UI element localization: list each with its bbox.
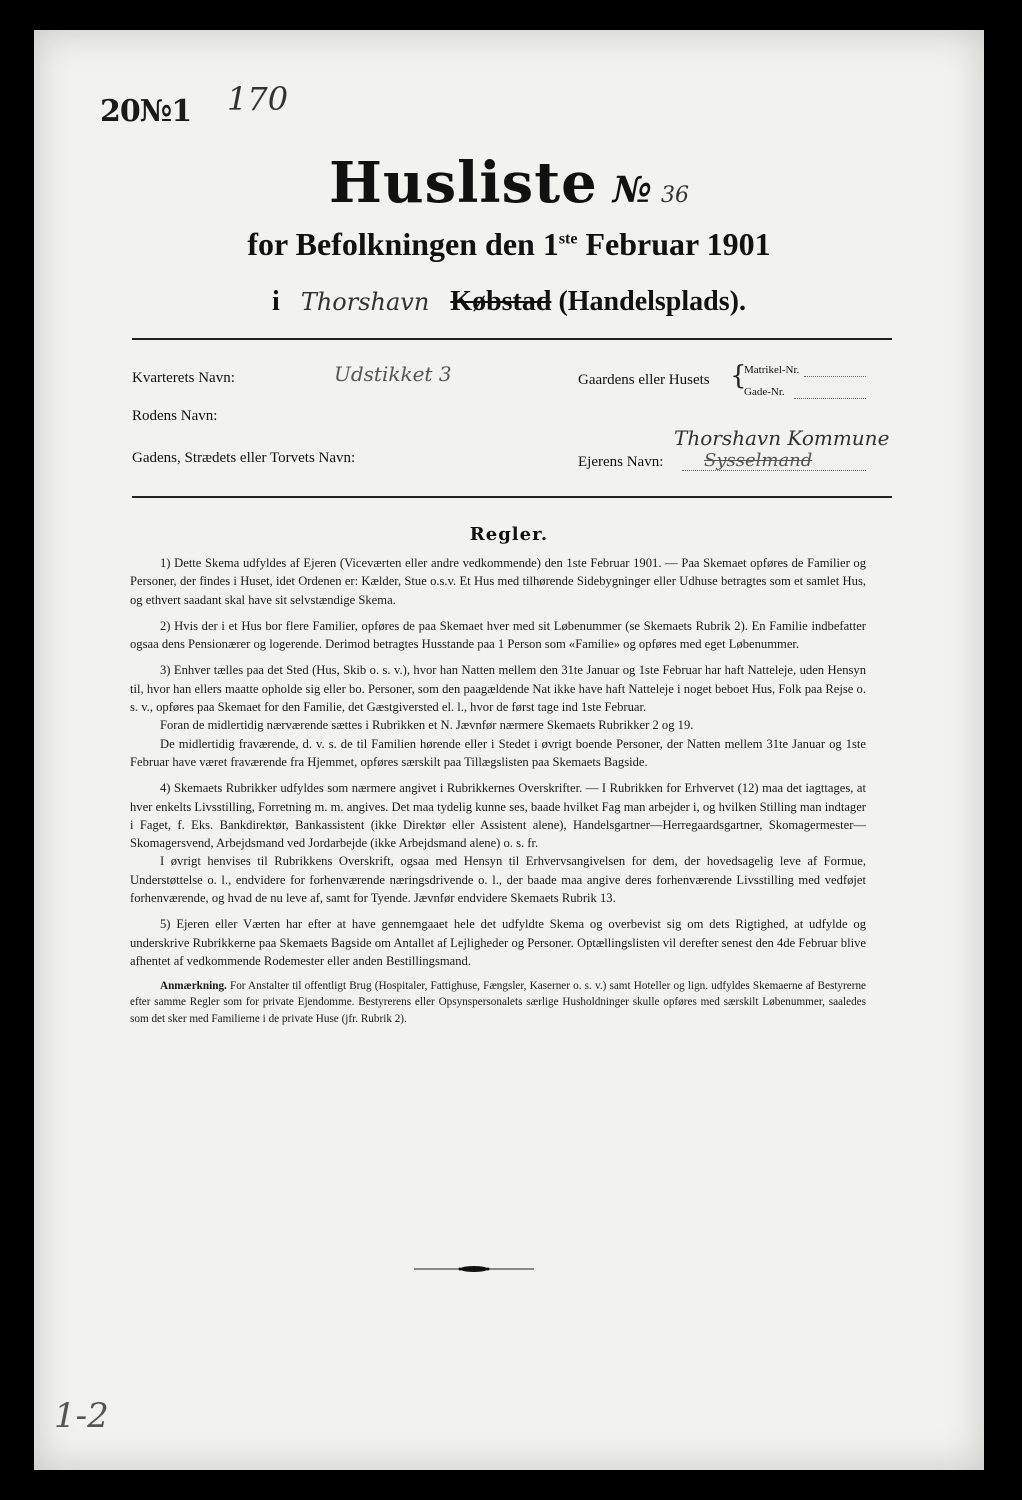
subtitle-date-sup: ste bbox=[558, 230, 578, 248]
gade-nr-label: Gade-Nr. bbox=[744, 386, 785, 398]
gaard-label: Gaardens eller Husets bbox=[578, 372, 710, 388]
subtitle-date-a: for Befolkningen den 1 bbox=[247, 226, 559, 262]
rule-2: 2) Hvis der i et Hus bor flere Familier, opføres de paa Skemaet hver med sit Løbenummer (se Skemaets Rubrik 2). En Familie indbefatter ogsaa dens Pensionærer og logerende. Derimod betragtes Husstande paa 1 Person som «Familie» og opføres med eget Løbenummer. bbox=[130, 618, 866, 652]
subtitle-place-handwritten: Thorshavn bbox=[300, 288, 430, 316]
title-number-label: № bbox=[612, 169, 652, 211]
matrikel-label: Matrikel-Nr. bbox=[744, 364, 800, 376]
subtitle-place-suffix: (Handelsplads). bbox=[558, 286, 746, 317]
subtitle-place bbox=[34, 286, 984, 318]
note-text: For Anstalter til offentligt Brug (Hospitaler, Fattighuse, Fængsler, Kaserner o. s. v.) samt Hoteller og lign. udfyldes Skemaerne af Bestyrerne efter samme Regler som for private Ejendomme. Bestyrerens eller Opsynspersonalets særlige Husholdninger skulle opføres med særskilt Løbenummer, saaledes som det sker med Familierne i de private Huse (jfr. Rubrik 2). bbox=[130, 980, 866, 1025]
kvarter-label: Kvarterets Navn: bbox=[132, 370, 235, 386]
title-main: Husliste bbox=[328, 150, 598, 216]
rule-3: 3) Enhver tælles paa det Sted (Hus, Skib o. s. v.), hvor han Natten mellem den 31te Januar og 1ste Februar har haft Natteleje, uden Hensyn til, hvor han ellers maatte opholde sig eller bo. Personer, som den paagældende Nat ikke have haft Natteleje i noget beboet Hus, Folk paa Rejse o. s. v., opføres paa Skemaet for den Familie, det Gæstgiversted el. l., hvor de først tage ind 1ste Februar. bbox=[130, 663, 866, 715]
rule-3b: Foran de midlertidig nærværende sættes i Rubrikken et N. Jævnfør nærmere Skemaets Rubrikker 2 og 19. bbox=[160, 718, 694, 733]
rule-5: 5) Ejeren eller Værten har efter at have gennemgaaet hele det udfyldte Skema og overbevist sig om dets Rigtighed, at udfylde og underskrive Rubrikkerne paa Skemaets Bagside om Antallet af Lejligheder og Personer. Optællingslisten vil derefter senest den 4de Februar blive afhentet af vedkommende Rodemester eller anden Bestillingsmand. bbox=[130, 917, 866, 968]
ejer-value-handwritten: Thorshavn Kommune bbox=[674, 426, 890, 450]
matrikel-line bbox=[804, 376, 866, 377]
form-title bbox=[34, 150, 984, 216]
ejer-value-struck: Sysselmand bbox=[704, 450, 813, 471]
regler-title: Regler. bbox=[469, 524, 549, 545]
census-form-page bbox=[34, 30, 984, 1470]
archive-stamp: 20№1 bbox=[100, 94, 192, 129]
roden-label: Rodens Navn: bbox=[132, 408, 218, 424]
ejer-label: Ejerens Navn: bbox=[578, 454, 664, 470]
ejer-line bbox=[682, 470, 866, 471]
rule-4b: I øvrigt henvises til Rubrikkens Overskrift, ogsaa med Hensyn til Erhvervsangivelsen for dem, der hovedsagelig leve af Formue, Understøttelse o. l., endvidere for forhenværende næringsdrivende o. l., der baade maa angive deres forhenværende Livsstilling med vedføjet forhenværende, og hvad de nu leve af, samt for Tyende. Jævnfør endvidere Skemaets Rubrik 13. bbox=[130, 854, 866, 906]
header-divider bbox=[132, 338, 892, 340]
brace-icon: { bbox=[730, 361, 747, 391]
subtitle-date bbox=[34, 226, 984, 263]
bottom-handwriting: 1-2 bbox=[54, 1396, 109, 1436]
subtitle-date-b: Februar 1901 bbox=[577, 226, 771, 262]
subtitle-place-struck: Købstad bbox=[450, 286, 552, 317]
rules-body bbox=[130, 554, 866, 1035]
note-label: Anmærkning. bbox=[160, 980, 227, 993]
rule-3c: De midlertidig fraværende, d. v. s. de til Familien hørende eller i Stedet i øvrigt boende Personer, der Natten mellem 31te Januar og 1ste Februar have været fraværende fra Hjemmet, opføres særskilt paa Tillægslisten paa Skemaets Bagside. bbox=[130, 736, 866, 769]
ornament-divider-icon bbox=[414, 1264, 534, 1274]
handwritten-number: 170 bbox=[227, 80, 289, 118]
rule-1: 1) Dette Skema udfyldes af Ejeren (Viceværten eller andre vedkommende) den 1ste Februar 1901. — Paa Skemaet opføres de Familier og Personer, der findes i Huset, idet Ordenen er: Kælder, Stue o.s.v. Et Hus med tilhørende Sidebygninger eller Udhuse betragtes som et samlet Hus, og ethvert saadant skal have sit selvstændige Skema. bbox=[130, 556, 866, 607]
gade-nr-line bbox=[794, 398, 866, 399]
rule-note bbox=[130, 978, 866, 1027]
kvarter-value: Udstikket 3 bbox=[334, 362, 452, 386]
fields-divider bbox=[132, 496, 892, 498]
title-number-handwritten: 36 bbox=[661, 183, 690, 208]
subtitle-place-prefix: i bbox=[272, 286, 280, 317]
gaden-label: Gadens, Strædets eller Torvets Navn: bbox=[132, 450, 356, 466]
rule-4: 4) Skemaets Rubrikker udfyldes som nærmere angivet i Rubrikkernes Overskrifter. — I Rubrikken for Erhvervet (12) maa det iagttages, at hver enkelts Livsstilling, Forretning m. m. angives. Det maa tydelig kunne ses, baade hvilket Fag man arbejder i, og hvilken Stilling man indtager i Faget, f. Eks. Bankdirektør, Bankassistent (ikke Direktør eller Assistent alene), Handelsgartner—Herregaardsgartner, Skomagermester—Skomagersvend, Arbejdsmand ved Jordarbejde (ikke Arbejdsmand alene) o. s. fr. bbox=[130, 781, 866, 851]
